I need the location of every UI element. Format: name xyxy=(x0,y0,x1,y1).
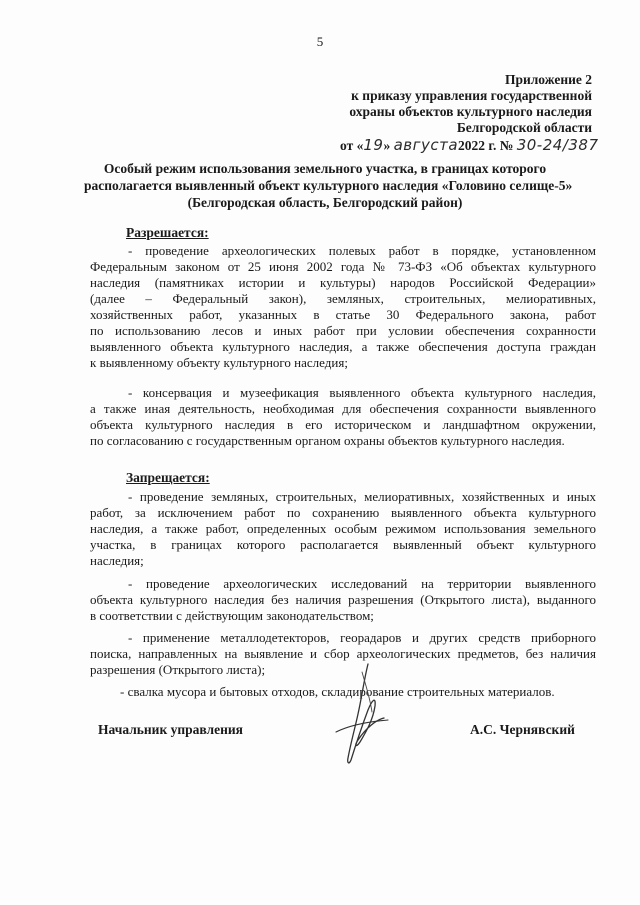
appendix-line: охраны объектов культурного наследия xyxy=(349,104,592,119)
handwritten-signature xyxy=(318,662,408,772)
text-line: наследия (памятниках истории и культуры) народов Российской Федерации» xyxy=(90,275,596,290)
order-day: 19 xyxy=(363,136,384,154)
allowed-heading: Разрешается: xyxy=(126,225,209,240)
title-line: Особый режим использования земельного участка, в границах которого xyxy=(103,161,547,176)
order-number: 30-24/387 xyxy=(516,136,599,154)
order-mid: » xyxy=(383,138,394,153)
text-line: работ, за исключением работ по сохранению выявленного объекта культурного xyxy=(90,505,596,520)
text-line: в соответствии с действующим законодательством; xyxy=(90,608,374,623)
text-line: - свалка мусора и бытовых отходов, складирование строительных материалов. xyxy=(120,684,555,699)
text-line: участка, в границах которого располагается выявленный объект культурного xyxy=(90,537,596,552)
appendix-line: к приказу управления государственной xyxy=(351,88,592,103)
text-line: - проведение археологических полевых работ в порядке, установленном xyxy=(128,243,596,258)
text-line: Федеральным законом от 25 июня 2002 года № 73-ФЗ «Об объектах культурного xyxy=(90,259,596,274)
text-line: к выявленному объекту культурного наследия; xyxy=(90,355,348,370)
text-line: разрешения (Открытого листа); xyxy=(90,662,266,677)
text-line: объекта культурного наследия без наличия разрешения (Открытого листа), выданного xyxy=(90,592,596,607)
text-line: наследия; xyxy=(90,553,144,568)
text-line: выявленного объекта культурного наследия, а также обеспечения доступа граждан xyxy=(90,339,596,354)
text-line: а также иная деятельность, необходимая для обеспечения сохранности выявленного xyxy=(90,401,596,416)
text-line: наследия, а также работ, определенных особым режимом использования земельного xyxy=(90,521,596,536)
allowed-paragraph-1 xyxy=(90,243,596,371)
text-line: - консервация и музеефикация выявленного объекта культурного наследия, xyxy=(128,385,596,400)
text-line: по использованию лесов и иных работ при условии обеспечения сохранности xyxy=(90,323,596,338)
prohibited-heading: Запрещается: xyxy=(126,470,210,485)
order-date-number xyxy=(340,136,630,154)
order-month: августа xyxy=(393,136,459,154)
title-line: располагается выявленный объект культурного наследия «Головино селище-5» xyxy=(84,178,573,193)
text-line: - применение металлодетекторов, георадаров и других средств приборного xyxy=(128,630,596,645)
text-line: поиска, направленных на выявление и сбор археологических предметов, без наличия xyxy=(90,646,596,661)
text-line: - проведение земляных, строительных, мелиоративных, хозяйственных и иных xyxy=(128,489,596,504)
allowed-paragraph-2 xyxy=(90,385,596,449)
appendix-line: Приложение 2 xyxy=(504,72,592,87)
prohibited-paragraph-1 xyxy=(90,489,596,569)
signatory-name: А.С. Чернявский xyxy=(470,722,575,737)
text-line: по согласованию с государственным органом охраны объектов культурного наследия. xyxy=(90,433,565,448)
page-number: 5 xyxy=(316,34,324,49)
prohibited-paragraph-2 xyxy=(90,576,596,624)
order-prefix: от « xyxy=(340,138,364,153)
text-line: хозяйственных работ, указанных в статье 30 Федерального закона, работ xyxy=(90,307,596,322)
appendix-line: Белгородской области xyxy=(456,120,592,135)
appendix-header xyxy=(322,72,592,136)
text-line: объекта культурного наследия в его историческом и ландшафтном окружении, xyxy=(90,417,596,432)
title-line: (Белгородская область, Белгородский район) xyxy=(187,195,463,210)
order-year: 2022 г. № xyxy=(458,138,514,153)
text-line: - проведение археологических исследований на территории выявленного xyxy=(128,576,596,591)
document-title xyxy=(84,160,573,211)
text-line: (далее – Федеральный закон), земляных, строительных, мелиоративных, xyxy=(90,291,596,306)
signatory-position: Начальник управления xyxy=(98,722,243,737)
